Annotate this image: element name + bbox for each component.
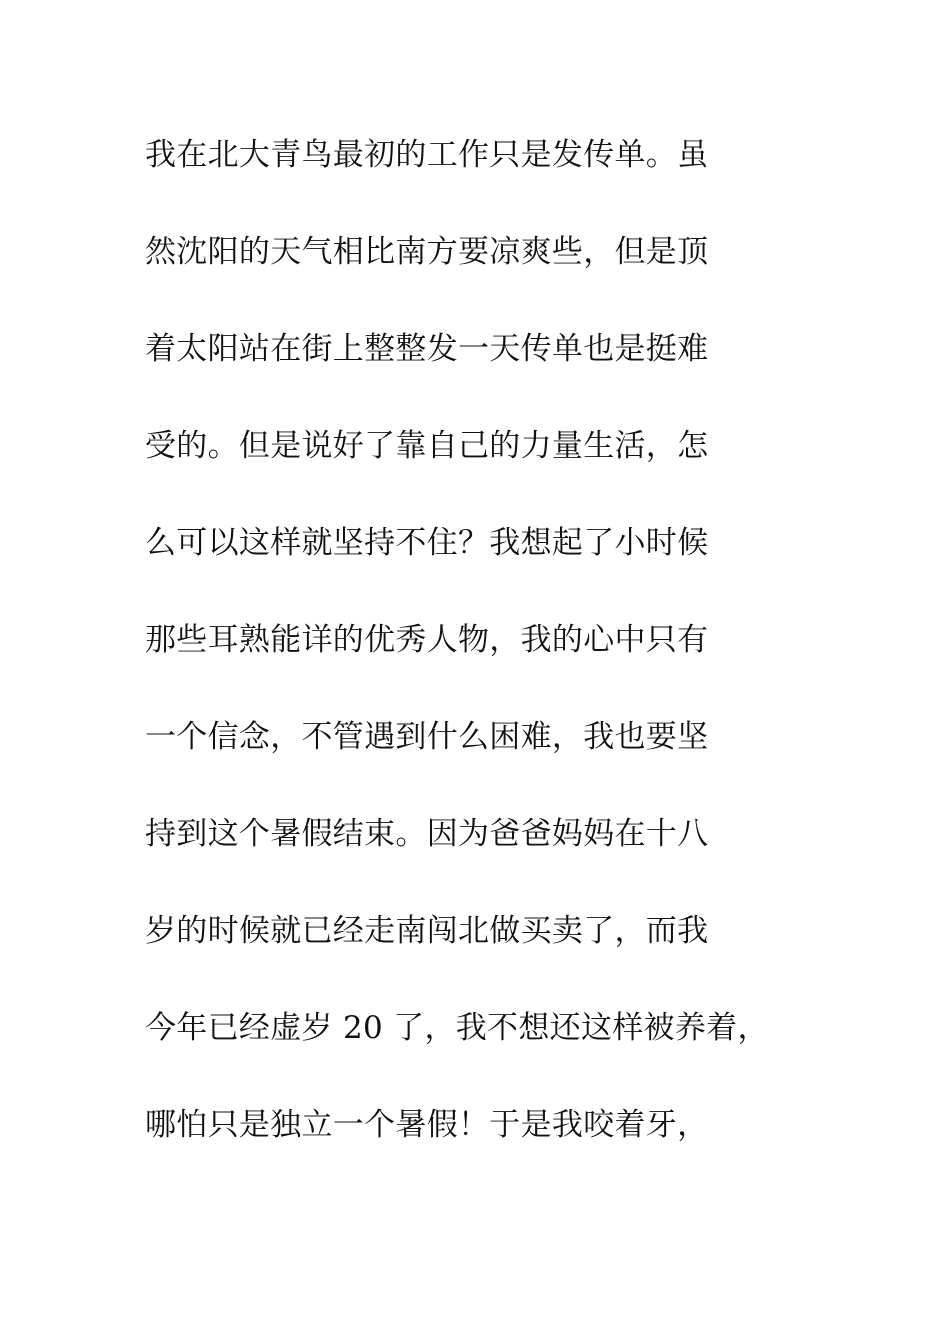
paragraph-line: 受的。但是说好了靠自己的力量生活，怎 [145,428,709,464]
paragraph-line: 岁的时候就已经走南闯北做买卖了，而我 [145,913,709,949]
paragraph-line: 哪怕只是独立一个暑假！于是我咬着牙， [145,1107,709,1143]
paragraph-line: 然沈阳的天气相比南方要凉爽些，但是顶 [145,234,709,270]
paragraph-line: 我在北大青鸟最初的工作只是发传单。虽 [145,137,709,173]
paragraph-line: 今年已经虚岁 20 了，我不想还这样被养着， [145,1010,769,1046]
paragraph-line: 持到这个暑假结束。因为爸爸妈妈在十八 [145,816,709,852]
paragraph-line: 么可以这样就坚持不住？我想起了小时候 [145,525,709,561]
paragraph-line: 那些耳熟能详的优秀人物，我的心中只有 [145,622,709,658]
paragraph-line: 着太阳站在街上整整发一天传单也是挺难 [145,331,709,367]
paragraph-line: 一个信念，不管遇到什么困难，我也要坚 [145,719,709,755]
